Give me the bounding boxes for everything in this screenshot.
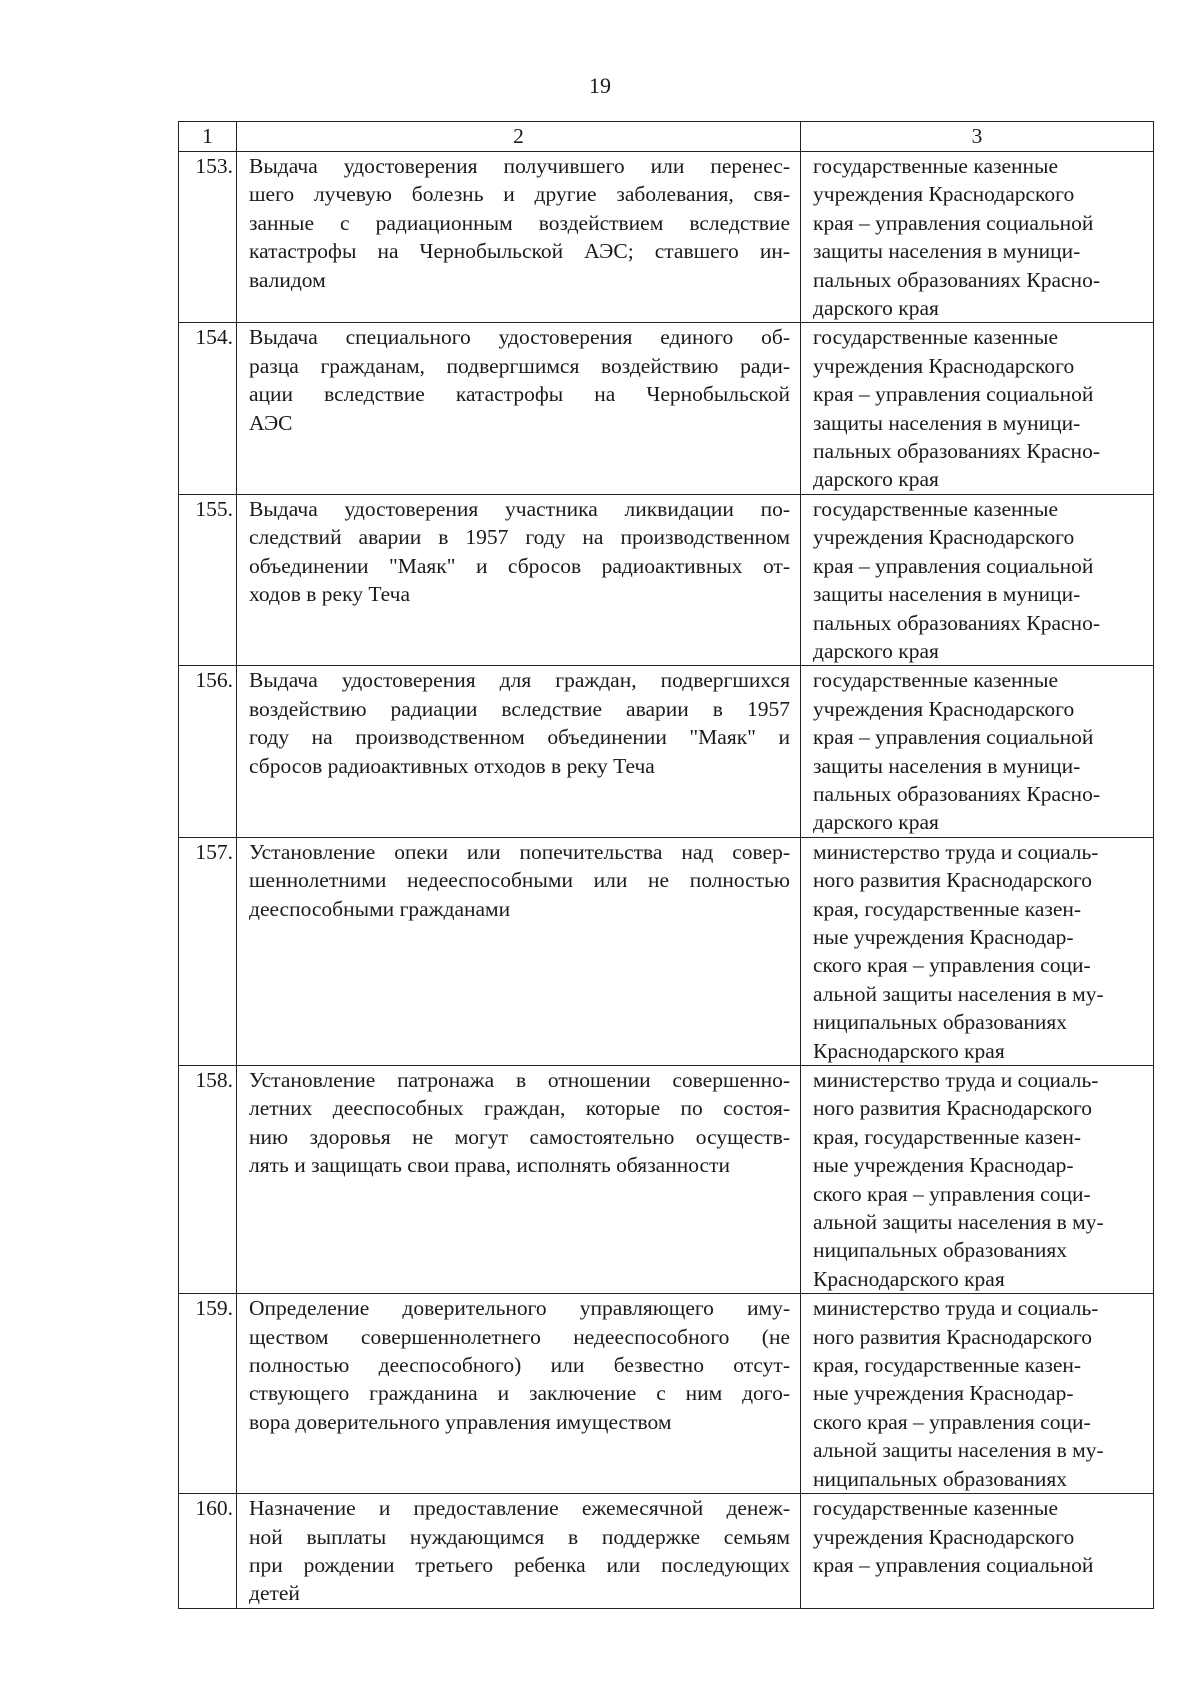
organization-line: ного развития Краснодарского xyxy=(813,1096,1092,1121)
description-line: разца гражданам, подвергшимся воздействию ради- xyxy=(249,353,790,378)
organization-line: государственные казенные xyxy=(813,668,1059,693)
description-line: шего лучевую болезнь и другие заболевания, свя- xyxy=(249,182,790,207)
column-header-organization: 3 xyxy=(801,122,1154,152)
responsible-organization xyxy=(801,837,1154,1065)
organization-line: альной защиты населения в му- xyxy=(813,981,1104,1006)
service-description xyxy=(237,1294,801,1494)
description-line: Выдача удостоверения получившего или перенес- xyxy=(249,154,790,178)
description-line: Установление патронажа в отношении совершенно- xyxy=(249,1068,790,1092)
description-line: катастрофы на Чернобыльской АЭС; ставшего ин- xyxy=(249,239,790,264)
description-line: детей xyxy=(249,1581,300,1606)
description-line: шеннолетними недееспособными или не полностью xyxy=(249,868,790,893)
organization-line: ные учреждения Краснодар- xyxy=(813,1381,1074,1406)
organization-line: пальных образованиях Красно- xyxy=(813,781,1100,806)
organization-line: края – управления социальной xyxy=(813,210,1094,235)
responsible-organization xyxy=(801,152,1154,323)
description-line: дееспособными гражданами xyxy=(249,896,511,921)
organization-line: государственные казенные xyxy=(813,1496,1059,1521)
row-number: 158. xyxy=(179,1066,237,1294)
organization-line: альной защиты населения в му- xyxy=(813,1438,1104,1463)
table-row xyxy=(179,323,1154,494)
table-row xyxy=(179,1066,1154,1294)
row-number: 154. xyxy=(179,323,237,494)
description-line: году на производственном объединении "Маяк" и xyxy=(249,725,790,750)
organization-line: государственные казенные xyxy=(813,325,1059,350)
organization-line: защиты населения в муници- xyxy=(813,239,1081,264)
description-line: ществом совершеннолетнего недееспособного (не xyxy=(249,1324,790,1349)
description-line: Выдача удостоверения для граждан, подвергшихся xyxy=(249,668,790,693)
description-line: Назначение и предоставление ежемесячной денеж- xyxy=(249,1496,790,1521)
service-description xyxy=(237,837,801,1065)
description-line: полностью дееспособного) или безвестно отсут- xyxy=(249,1353,790,1378)
description-line: объединении "Маяк" и сбросов радиоактивных от- xyxy=(249,553,790,578)
organization-line: дарского края xyxy=(813,296,939,321)
table-header-row xyxy=(179,122,1154,152)
table-row xyxy=(179,837,1154,1065)
organization-line: учреждения Краснодарского xyxy=(813,182,1075,207)
organization-line: края, государственные казен- xyxy=(813,1124,1082,1149)
organization-line: ные учреждения Краснодар- xyxy=(813,924,1074,949)
table-row xyxy=(179,666,1154,837)
column-header-number: 1 xyxy=(179,122,237,152)
organization-line: учреждения Краснодарского xyxy=(813,525,1075,550)
organization-line: ниципальных образованиях xyxy=(813,1010,1068,1035)
organization-line: защиты населения в муници- xyxy=(813,582,1081,607)
description-line: ной выплаты нуждающимся в поддержке семьям xyxy=(249,1524,790,1549)
description-line: валидом xyxy=(249,267,326,292)
description-line: Определение доверительного управляющего иму- xyxy=(249,1296,790,1321)
table-row xyxy=(179,152,1154,323)
organization-line: дарского края xyxy=(813,810,939,835)
organization-line: края, государственные казен- xyxy=(813,896,1082,921)
row-number: 160. xyxy=(179,1494,237,1609)
table-row xyxy=(179,1294,1154,1494)
description-line: ации вследствие катастрофы на Чернобыльской xyxy=(249,382,790,407)
row-number: 156. xyxy=(179,666,237,837)
organization-line: министерство труда и социаль- xyxy=(813,1296,1099,1321)
organization-line: защиты населения в муници- xyxy=(813,753,1081,778)
organization-line: ского края – управления соци- xyxy=(813,1409,1091,1434)
organization-line: края – управления социальной xyxy=(813,382,1094,407)
description-line: ствующего гражданина и заключение с ним дого- xyxy=(249,1381,790,1406)
service-description xyxy=(237,152,801,323)
service-description xyxy=(237,1066,801,1294)
table-body xyxy=(179,122,1154,1609)
organization-line: министерство труда и социаль- xyxy=(813,839,1099,864)
description-line: следствий аварии в 1957 году на производственном xyxy=(249,525,790,550)
organization-line: пальных образованиях Красно- xyxy=(813,267,1100,292)
organization-line: государственные казенные xyxy=(813,154,1059,178)
organization-line: края – управления социальной xyxy=(813,553,1094,578)
page-number: 19 xyxy=(589,73,611,98)
organization-line: учреждения Краснодарского xyxy=(813,1524,1075,1549)
organization-line: дарского края xyxy=(813,638,939,663)
organization-line: альной защиты населения в му- xyxy=(813,1210,1104,1235)
table-row xyxy=(179,1494,1154,1609)
service-description xyxy=(237,323,801,494)
organization-line: министерство труда и социаль- xyxy=(813,1068,1099,1092)
organization-line: ского края – управления соци- xyxy=(813,1181,1091,1206)
description-line: Установление опеки или попечительства над совер- xyxy=(249,839,790,864)
organization-line: ниципальных образованиях xyxy=(813,1466,1068,1491)
responsible-organization xyxy=(801,1294,1154,1494)
description-line: при рождении третьего ребенка или последующих xyxy=(249,1552,790,1577)
service-description xyxy=(237,666,801,837)
organization-line: пальных образованиях Красно- xyxy=(813,610,1100,635)
organization-line: Краснодарского края xyxy=(813,1038,1005,1063)
row-number: 157. xyxy=(179,837,237,1065)
organization-line: ниципальных образованиях xyxy=(813,1238,1068,1263)
responsible-organization xyxy=(801,1494,1154,1609)
description-line: нию здоровья не могут самостоятельно осуществ- xyxy=(249,1124,790,1149)
organization-line: защиты населения в муници- xyxy=(813,410,1081,435)
organization-line: ного развития Краснодарского xyxy=(813,868,1092,893)
row-number: 159. xyxy=(179,1294,237,1494)
organization-line: государственные казенные xyxy=(813,496,1059,521)
organization-line: учреждения Краснодарского xyxy=(813,696,1075,721)
organization-line: ского края – управления соци- xyxy=(813,953,1091,978)
organization-line: ного развития Краснодарского xyxy=(813,1324,1092,1349)
organization-line: края, государственные казен- xyxy=(813,1353,1082,1378)
organization-line: края – управления социальной xyxy=(813,725,1094,750)
description-line: воздействию радиации вследствие аварии в 1957 xyxy=(249,696,790,721)
organization-line: края – управления социальной xyxy=(813,1552,1094,1577)
organization-line: ные учреждения Краснодар- xyxy=(813,1153,1074,1178)
description-line: АЭС xyxy=(249,410,293,435)
service-description xyxy=(237,1494,801,1609)
table-row xyxy=(179,494,1154,665)
responsible-organization xyxy=(801,1066,1154,1294)
responsible-organization xyxy=(801,666,1154,837)
description-line: Выдача удостоверения участника ликвидации по- xyxy=(249,496,790,521)
description-line: вора доверительного управления имуществом xyxy=(249,1409,672,1434)
organization-line: Краснодарского края xyxy=(813,1266,1005,1291)
description-line: летних дееспособных граждан, которые по состоя- xyxy=(249,1096,790,1121)
description-line: Выдача специального удостоверения единого об- xyxy=(249,325,790,350)
description-line: лять и защищать свои права, исполнять обязанности xyxy=(249,1153,730,1178)
row-number: 153. xyxy=(179,152,237,323)
responsible-organization xyxy=(801,494,1154,665)
organization-line: дарского края xyxy=(813,467,939,492)
organization-line: учреждения Краснодарского xyxy=(813,353,1075,378)
organization-line: пальных образованиях Красно- xyxy=(813,439,1100,464)
service-description xyxy=(237,494,801,665)
services-table xyxy=(178,121,1154,1609)
description-line: ходов в реку Теча xyxy=(249,582,411,607)
responsible-organization xyxy=(801,323,1154,494)
row-number: 155. xyxy=(179,494,237,665)
description-line: занные с радиационным воздействием вследствие xyxy=(249,210,790,235)
description-line: сбросов радиоактивных отходов в реку Теча xyxy=(249,753,655,778)
column-header-description: 2 xyxy=(237,122,801,152)
